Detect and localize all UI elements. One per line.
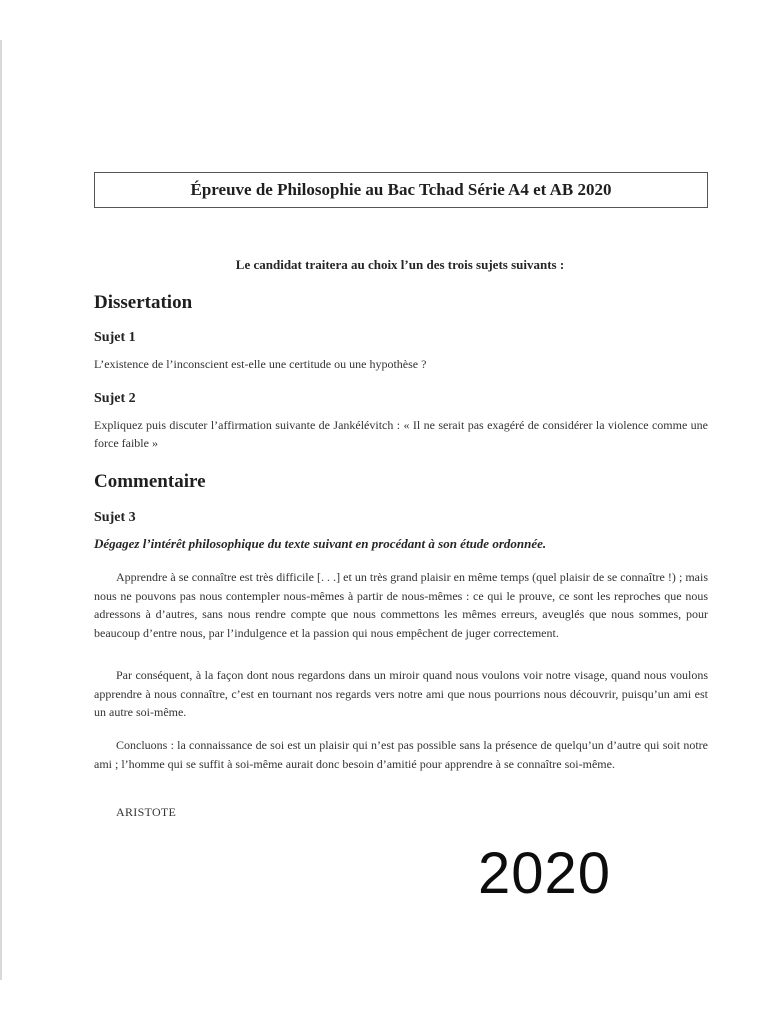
subject-3-label: Sujet 3 [94, 510, 136, 525]
page-edge-divider [0, 40, 2, 980]
text-paragraph-1: Apprendre à se connaître est très difficile [. . .] et un très grand plaisir en même temps (quel plaisir de se connaître !) ; mais nous ne pouvons pas nous contempler nous-mêmes à partir de nous-mêmes : ce qui le prouve, ce sont les reproches que nous adressons à d’autres, sans nous rendre compte que nous commettons les mêmes erreurs, aveuglés que nous sommes, pour beaucoup d’entre nous, par l’indulgence et la passion qui nous empêchent de juger correctement. [94, 570, 708, 640]
text-paragraph-3: Concluons : la connaissance de soi est un plaisir qui n’est pas possible sans la présence de quelqu’un d’autre qui soit notre ami ; l’homme qui se suffit à soi-même aurait donc besoin d’amitié pour apprendre à se connaître soi-même. [94, 738, 708, 771]
exam-title: Épreuve de Philosophie au Bac Tchad Série A4 et AB 2020 [190, 180, 612, 199]
general-instruction: Le candidat traitera au choix l’un des trois sujets suivants : [235, 257, 565, 272]
subject-2-text: Expliquez puis discuter l’affirmation suivante de Jankélévitch : « Il ne serait pas exagéré de considérer la violence comme une force faible » [94, 418, 708, 450]
text-paragraph-2: Par conséquent, à la façon dont nous regardons dans un miroir quand nous voulons voir notre visage, quand nous voulons apprendre à nous connaître, c’est en tournant nos regards vers notre ami que nous pourrions nous découvrir, puisqu’un ami est un autre soi-même. [94, 668, 708, 719]
subject-1-label: Sujet 1 [94, 330, 136, 345]
dissertation-heading: Dissertation [94, 292, 193, 313]
subject-2-label: Sujet 2 [94, 391, 136, 406]
subject-1-text: L’existence de l’inconscient est-elle une certitude ou une hypothèse ? [94, 357, 427, 371]
year-stamp: 2020 [478, 841, 612, 906]
subject-3-instruction: Dégagez l’intérêt philosophique du texte suivant en procédant à son étude ordonnée. [94, 536, 547, 551]
commentaire-heading: Commentaire [94, 471, 206, 492]
text-author: ARISTOTE [116, 805, 177, 819]
title-box [94, 172, 708, 208]
